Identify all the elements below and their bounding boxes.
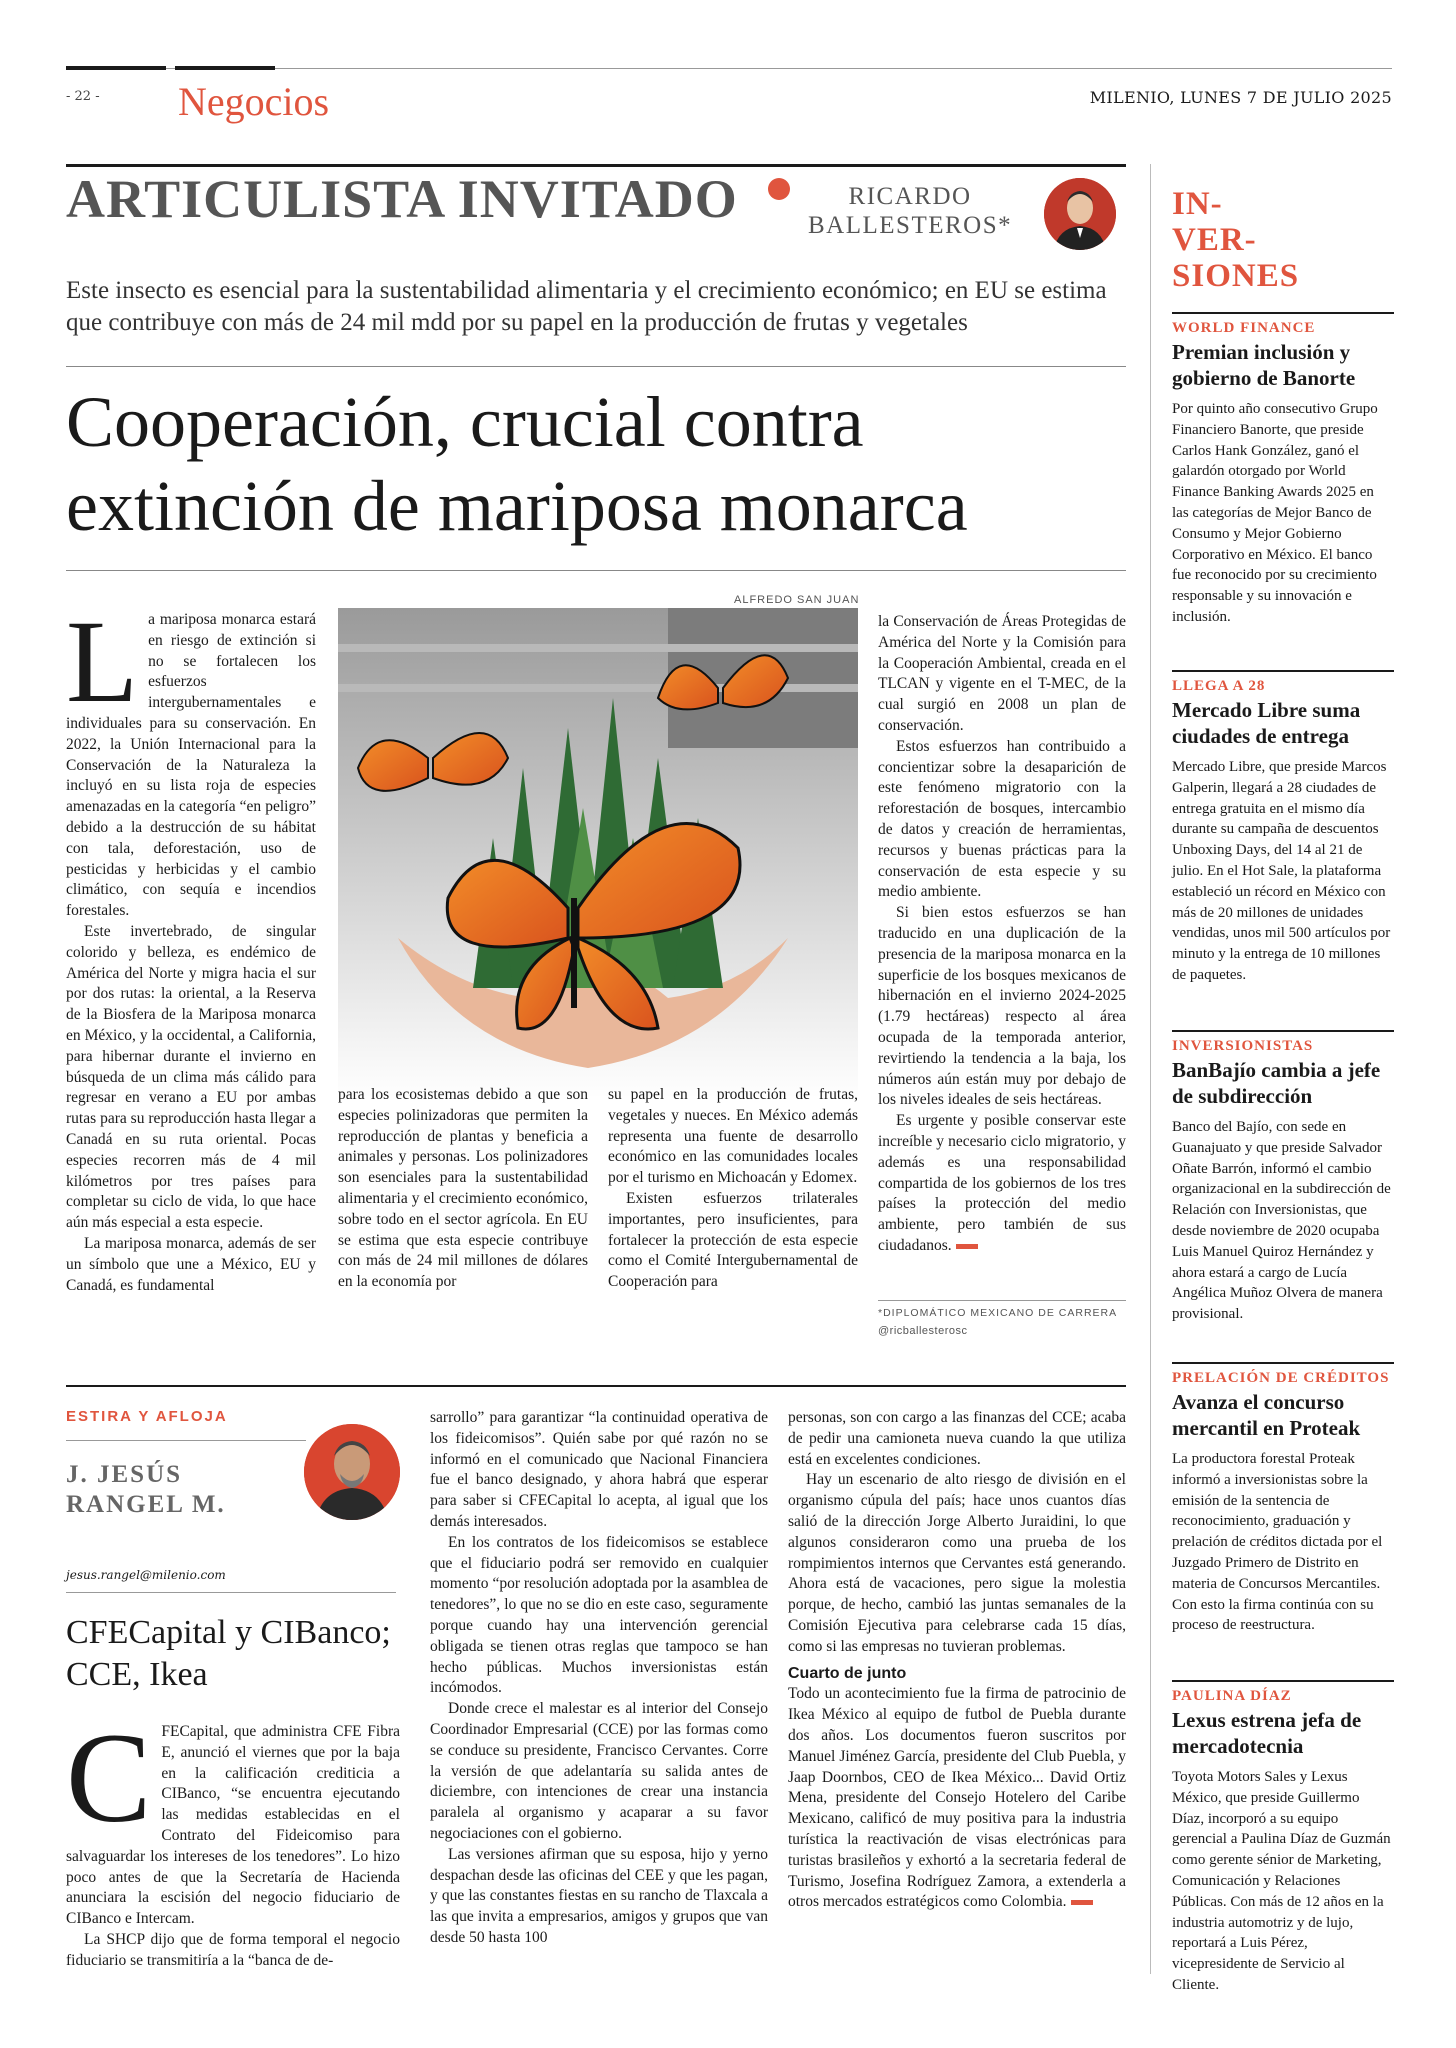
column-headline: CFECapital y CIBanco; CCE, Ikea: [66, 1614, 391, 1693]
article-column-4: la Conservación de Áreas Protegidas de América del Norte y la Comisión para la Cooperación Ambiental, creada en el TLCAN y vigente en el T-MEC, de la cual surgió en 2008 un plan de conservación. Estos esfuerzos han contribuido a concientizar sobre la desaparición de este fenómeno migratorio con la reforestación de bosques, intercambio de datos y creación de herramientas, recursos y buenas prácticas para la conservación de esta especie y su medio ambiente. Si bien estos esfuerzos se han traducido en una duplicación de la presencia de la mariposa monarca en la superficie de los bosques mexicanos de hibernación en el invierno 2024-2025 (1.79 hectáreas) respecto al área ocupada de la temporada anterior, revirtiendo la tendencia a la baja, los números aún están muy por debajo de los niveles ideales de seis hectáreas. Es urgente y posible conservar este increíble y necesario ciclo migratorio, y además es una responsabilidad compartida de los gobiernos de los tres países la protección del medio ambiente, pero también de sus ciudadanos.: [878, 613, 1126, 1254]
deck-rule: [66, 366, 1126, 367]
butterfly-illustration: [338, 608, 858, 1098]
top-rule-mark: [175, 66, 275, 70]
article-column-2: para los ecosistemas debido a que son especies polinizadoras que permiten la reproducción de plantas y beneficia a animales y personas. Los polinizadores son esenciales para la sustentabilidad alimentaria y el crecimiento económico, sobre todo en el sector agrícola. En EU se estima que esta especie contribuye con más de 24 mil millones de dólares en la economía por: [338, 1086, 588, 1291]
end-mark: [956, 1244, 978, 1249]
sidebar-rule: [1172, 1680, 1394, 1682]
author-photo: [304, 1424, 400, 1520]
column-text-2: sarrollo” para garantizar “la continuidad operativa de los fideicomisos”. Quién sabe por qué razón no se informó en el comunicado que Nacional Financiera fue el banco designado, y ahora habrá que esperar para saber si CFECapital lo acepta, al igual que los demás interesados. En los contratos de los fideicomisos se establece que el fiduciario podrá ser removido en cualquier momento “por resolución adoptada por la asamblea de tenedores”, lo que no se dio en este caso, seguramente porque cuando hay una intervención gerencial obligada se tienen otras reglas que tampoco se han hecho públicas. Muchos inversionistas están incómodos. Donde crece el malestar es al interior del Consejo Coordinador Empresarial (CCE) por las formas como se conduce su presidente, Francisco Cervantes. Corre la versión de que adelantaría su salida antes de diciembre, con intenciones de crear una instancia paralela al organismo y acaparar a su favor negociaciones con el gobierno. Las versiones afirman que su esposa, hijo y yerno despachan desde las oficinas del CEE y que les pagan, y que las constantes fiestas en su rancho de Tlaxcala a las que invita a empresarios, amigos y grupos que van desde 50 hasta 100: [430, 1409, 768, 1946]
sidebar-item: PRELACIÓN DE CRÉDITOS Avanza el concurso mercantil en Proteak La productora forestal Proteak informó a inversionistas sobre la emisión de la sentencia de reconocimiento, graduación y prelación de créditos dictada por el Juzgado Primero de Distrito en materia de Concursos Mercantiles. Con esto la firma continúa con su proceso de reestructura.: [1172, 1370, 1390, 1634]
column-label: ARTICULISTA INVITADO: [66, 169, 738, 229]
photo-credit: ALFREDO SAN JUAN: [734, 594, 860, 606]
drop-cap: C: [66, 1707, 152, 1849]
section-rule: [66, 164, 1126, 167]
article-column-3: su papel en la producción de frutas, vegetales y nueces. En México además representa una fuente de desarrollo económico en las comunidades locales por el turismo en Michoacán y Edomex. Existen esfuerzos trilaterales importantes, pero insuficientes, para fortalecer la protección de esta especie como el Comité Intergubernamental de Cooperación para: [608, 1086, 858, 1291]
article-headline: Cooperación, crucial contra extinción de mariposa monarca: [66, 382, 968, 546]
column-label: ESTIRA Y AFLOJA: [66, 1408, 228, 1425]
column-text-1: C FECapital, que administra CFE Fibra E, anunció el viernes que por la baja en la calificación crediticia a CIBanco, “se encuentra ejecutando las medidas establecidas en el Contrato del Fideicomiso para salvaguardar los intereses de los tenedores”. Lo hizo poco antes de que la Secretaría de Hacienda anunciara la escisión del negocio fiduciario de CIBanco e Intercam. La SHCP dijo que de forma temporal el negocio fiduciario se transmitiría a la “banca de de-: [66, 1707, 400, 1969]
author-portrait-icon: [304, 1424, 400, 1520]
sidebar-item: LLEGA A 28 Mercado Libre suma ciudades de entrega Mercado Libre, que preside Marcos Galperin, llegará a 28 ciudades de entrega gratuita en el mismo día durante su campaña de descuentos Unboxing Days, del 14 al 21 de julio. En el Hot Sale, la plataforma estableció un récord en México con más de 20 millones de unidades vendidas, unos mil 500 artículos por minuto y la entrega de 10 millones de paquetes.: [1172, 678, 1391, 983]
footnote-rule: [878, 1300, 1126, 1301]
headline-rule: [66, 570, 1126, 571]
sidebar-divider: [1150, 164, 1151, 1974]
subhead: Cuarto de junto: [788, 1664, 907, 1682]
dateline: MILENIO, LUNES 7 DE JULIO 2025: [1089, 88, 1392, 107]
author-photo: [1044, 178, 1116, 250]
sidebar-rule: [1172, 312, 1394, 314]
monarch-butterfly-image: [338, 608, 858, 1098]
sidebar-rule: [1172, 1030, 1394, 1032]
label-rule: [66, 1440, 306, 1441]
author-handle[interactable]: @ricballesterosc: [878, 1325, 968, 1337]
author-footnote: *DIPLOMÁTICO MEXICANO DE CARRERA: [878, 1307, 1118, 1319]
article-column-1: La mariposa monarca estará en riesgo de extinción si no se fortalecen los esfuerzos intergubernamentales e individuales para su conservación. En 2022, la Unión Internacional para la Conservación de la Naturaleza la incluyó en su lista roja de especies amenazadas en la categoría “en peligro” debido a la destrucción de su hábitat con tala, deforestación, uso de pesticidas y herbicidas y el cambio climático, con sequía e incendios forestales. Este invertebrado, de singular colorido y belleza, es endémico de América del Norte y migra hacia el sur por dos rutas: la oriental, a la Reserva de la Biosfera de la Mariposa monarca en México, y la occidental, a California, para hibernar durante el invierno en búsqueda de un clima más cálido para regresar en verano a EU por ambas rutas para su reproducción hasta llegar a Canadá en su ruta oriental. Pocas especies recorren más de 4 mil kilómetros por tres países para completar su ciclo de vida, lo que hace aún más especial a esta especie. La mariposa monarca, además de ser un símbolo que une a México, EU y Canadá, es fundamental: [66, 596, 316, 1294]
top-rule-mark: [66, 66, 166, 70]
author-email[interactable]: jesus.rangel@milenio.com: [66, 1568, 226, 1582]
accent-dot: [768, 178, 790, 200]
column-author: J. JESÚS RANGEL M.: [66, 1461, 226, 1518]
section-name: Negocios: [178, 79, 330, 124]
section-rule: [66, 1385, 1126, 1387]
author-portrait-icon: [1044, 178, 1116, 250]
sidebar-item: PAULINA DÍAZ Lexus estrena jefa de mercadotecnia Toyota Motors Sales y Lexus México, que preside Guillermo Díaz, incorporó a su equipo gerencial a Paulina Díaz de Guzmán como gerente sénior de Marketing, Comunicación y Relaciones Públicas. Con más de 12 años en la industria automotriz y de lujo, reportará a Luis Pérez, vicepresidente de Servicio al Cliente.: [1172, 1688, 1391, 1993]
sidebar-item: INVERSIONISTAS BanBajío cambia a jefe de subdirección Banco del Bajío, con sede en Guanajuato y que preside Salvador Oñate Barrón, informó el cambio organizacional en la subdirección de Relación con Inversionistas, que desde noviembre de 2020 ocupaba Luis Manuel Quiroz Hernández y ahora estará a cargo de Lucía Angélica Muñoz Olvera de manera provisional.: [1172, 1038, 1391, 1323]
column-text-3: personas, son con cargo a las finanzas del CCE; acaba de pedir una camioneta nueva cuando la que utiliza está en excelentes condiciones. Hay un escenario de alto riesgo de división en el organismo cúpula del país; hace unos cuantos días salió de la dirección Jorge Alberto Juraidini, lo que algunos consideraron como una prueba de los rompimientos internos que Cervantes está generando. Ahora está de vacaciones, pero sigue la molestia porque, de hecho, cambió las juntas semanales de la Comisión Ejecutiva para celebrarse cada 15 días, como si las empresas no tuvieran problemas. Cuarto de junto Todo un acontecimiento fue la firma de patrocinio de Ikea México al equipo de futbol de Puebla durante dos años. Los documentos fueron suscritos por Manuel Jiménez García, presidente del Club Puebla, y Jaap Doornbos, CEO de Ikea México... David Ortiz Mena, presidente del Consejo Hotelero del Caribe Mexicano, calificó de muy positiva para la industria turística la reactivación de visas electrónicas para turistas brasileños y exhortó a la secretaria federal de Turismo, Josefina Rodríguez Zamora, a extenderla a otros mercados estratégicos como Colombia.: [788, 1409, 1126, 1911]
page-number: - 22 -: [66, 89, 100, 104]
end-mark: [1071, 1900, 1093, 1905]
column-author: RICARDO BALLESTEROS*: [808, 183, 1013, 239]
sidebar-rule: [1172, 670, 1394, 672]
sidebar-item: WORLD FINANCE Premian inclusión y gobierno de Banorte Por quinto año consecutivo Grupo Financiero Banorte, que preside Carlos Hank González, ganó el galardón otorgado por World Finance Banking Awards 2025 en las categorías de Mejor Banco de Consumo y Mejor Gobierno Corporativo en México. El banco fue reconocido por su crecimiento responsable y su innovación e inclusión.: [1172, 320, 1378, 625]
drop-cap: L: [66, 596, 139, 727]
sidebar-title: IN- VER- SIONES: [1172, 186, 1300, 294]
email-rule: [66, 1592, 396, 1593]
article-deck: Este insecto es esencial para la sustentabilidad alimentaria y el crecimiento económico; en EU se estima que contribuye con más de 24 mil mdd por su papel en la producción de frutas y vegetales: [66, 277, 1107, 336]
sidebar-rule: [1172, 1362, 1394, 1364]
